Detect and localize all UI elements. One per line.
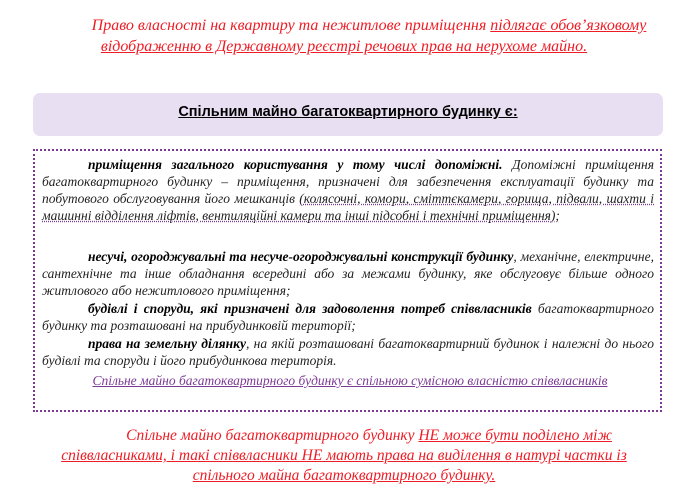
section-title: Спільним майно багатоквартирного будинку є: — [178, 104, 518, 120]
item-title: будівлі і споруди, які призначені для задоволення потреб співвласників — [88, 301, 532, 316]
note-underlined-text: підлягає обов’язковому відображенню в Державному реєстрі речових прав на нерухоме майно. — [100, 17, 647, 55]
note-underlined-text: НЕ може бути поділено між співвласниками, і такі співвласники НЕ мають права на виділення в натурі частки із спільного майна багатоквартирного будинку. — [61, 427, 627, 484]
note-text: Право власності на квартиру та нежитлове приміщення — [91, 17, 491, 34]
co-ownership-note: Спільне майно багатоквартирного будинку є спільною сумісною власністю співвласників — [92, 373, 608, 388]
list-item — [42, 335, 654, 369]
item-text: , механічне, електричне, сантехнічне та інше обладнання всередині або за межами будинку, яке обслуговує більше одного житлового або нежитлового приміщення; — [42, 249, 654, 298]
section-header-box — [33, 93, 663, 136]
common-property-list-box — [33, 149, 662, 412]
item-title: приміщення загального користування у тому числі допоміжні. — [88, 157, 503, 172]
list-item — [42, 248, 654, 299]
list-item — [42, 300, 654, 334]
item-title: несучі, огороджувальні та несуче-огороджувальні конструкції будинку — [88, 249, 514, 264]
item-text: Допоміжні приміщення багатоквартирного будинку – приміщення, призначені для забезпечення експлуатації будинку та побутового обслуговування його мешканців — [42, 157, 654, 206]
no-division-note — [30, 426, 658, 486]
list-item — [42, 156, 654, 224]
ownership-registration-note — [30, 15, 658, 57]
item-text: багатоквартирного будинку та розташовані на прибудинковій території; — [42, 301, 654, 333]
item-title: права на земельну ділянку — [88, 336, 246, 351]
item-text: , на якій розташовані багатоквартирний будинок і належні до нього будівлі та споруди і його прибудинкова територія. — [42, 336, 655, 368]
note-text: Спільне майно багатоквартирного будинку — [126, 427, 419, 444]
item-underlined-text: (колясочні, комори, сміттєкамери, горища, підвали, шахти і машинні відділення ліфтів, вентиляційні камери та інші підсобні і технічні приміщення); — [42, 191, 654, 223]
